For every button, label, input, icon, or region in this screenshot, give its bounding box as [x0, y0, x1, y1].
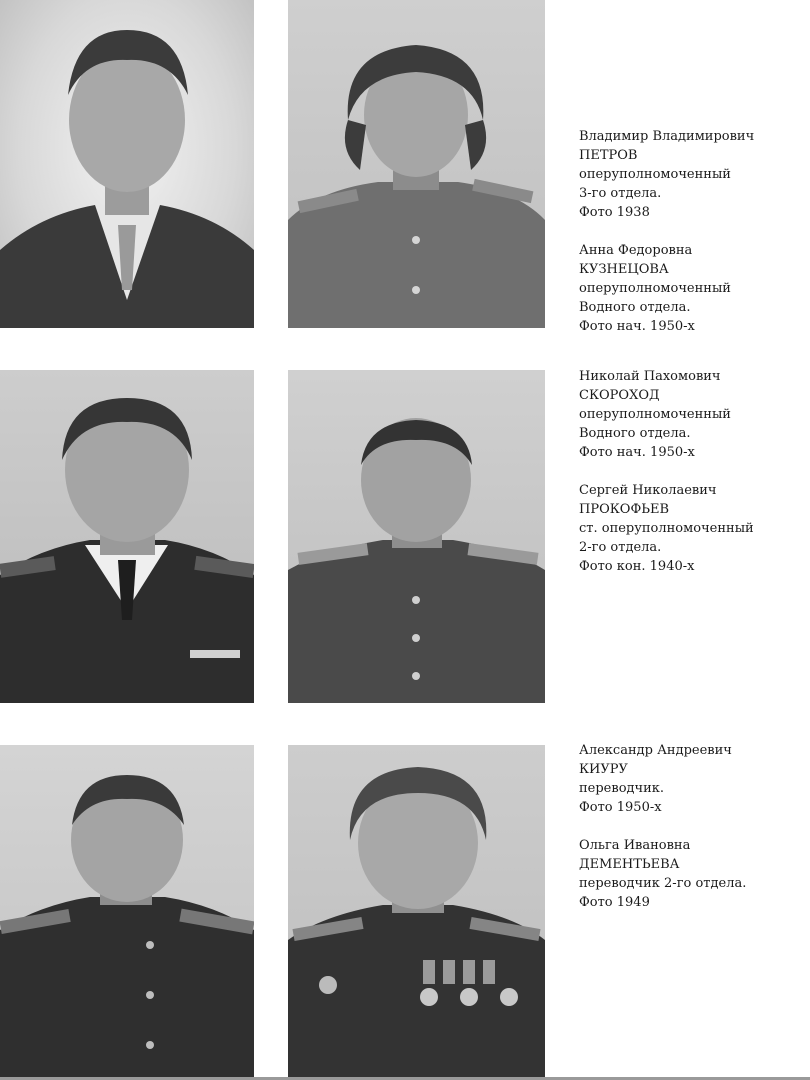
caption-entry: [579, 481, 804, 576]
caption-block-row3: [579, 741, 804, 931]
caption-entry: [579, 367, 804, 462]
caption-entry: [579, 241, 804, 336]
person-department: 3-го отдела.: [579, 186, 662, 201]
person-role: ст. оперуполномоченный: [579, 521, 754, 536]
person-role: переводчик 2-го отдела.: [579, 876, 747, 891]
person-surname: КУЗНЕЦОВА: [579, 262, 669, 277]
person-given-name: Ольга Ивановна: [579, 838, 691, 853]
portrait-kiuru: [0, 745, 254, 1080]
caption-entry: [579, 836, 804, 912]
person-given-name: Сергей Николаевич: [579, 483, 717, 498]
portrait-petrov: [0, 0, 254, 328]
photo-date: Фото 1950-х: [579, 800, 662, 815]
portrait-skorokhod: [0, 370, 254, 703]
photo-date: Фото 1938: [579, 205, 650, 220]
person-surname: СКОРОХОД: [579, 388, 660, 403]
caption-block-row1: [579, 127, 804, 355]
person-given-name: Николай Пахомович: [579, 369, 721, 384]
person-given-name: Александр Андреевич: [579, 743, 732, 758]
person-surname: ДЕМЕНТЬЕВА: [579, 857, 680, 872]
photo-date: Фото нач. 1950-х: [579, 319, 695, 334]
person-role: оперуполномоченный: [579, 407, 731, 422]
portrait-prokofiev: [288, 370, 545, 703]
person-department: 2-го отдела.: [579, 540, 662, 555]
person-role: оперуполномоченный: [579, 281, 731, 296]
caption-block-row2: [579, 367, 804, 595]
portrait-kuznetsova: [288, 0, 545, 328]
person-given-name: Анна Федоровна: [579, 243, 693, 258]
person-department: Водного отдела.: [579, 300, 691, 315]
photo-date: Фото кон. 1940-х: [579, 559, 695, 574]
person-surname: ПЕТРОВ: [579, 148, 638, 163]
photo-date: Фото нач. 1950-х: [579, 445, 695, 460]
portrait-dementieva: [288, 745, 545, 1080]
photo-date: Фото 1949: [579, 895, 650, 910]
caption-entry: [579, 741, 804, 817]
person-surname: КИУРУ: [579, 762, 628, 777]
person-given-name: Владимир Владимирович: [579, 129, 755, 144]
caption-entry: [579, 127, 804, 222]
person-department: Водного отдела.: [579, 426, 691, 441]
person-role: оперуполномоченный: [579, 167, 731, 182]
person-surname: ПРОКОФЬЕВ: [579, 502, 670, 517]
person-role: переводчик.: [579, 781, 665, 796]
